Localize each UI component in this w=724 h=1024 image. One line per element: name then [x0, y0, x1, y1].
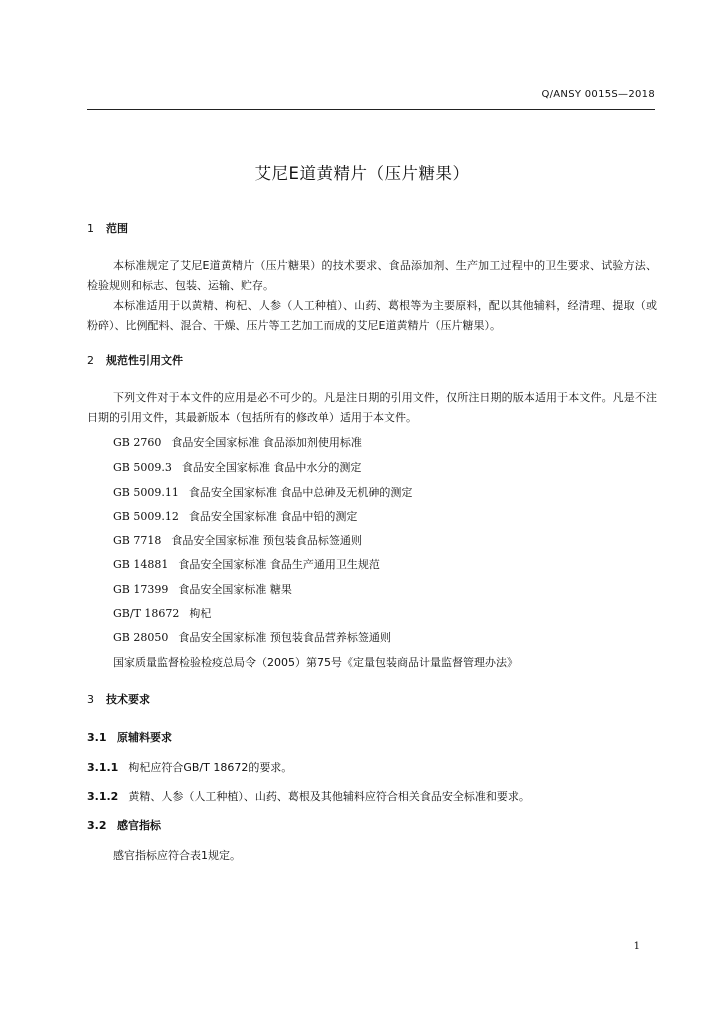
reference-title: 食品安全国家标准 预包装食品标签通则 — [171, 534, 362, 547]
reference-code: GB 17399 — [113, 583, 169, 596]
reference-item — [113, 434, 362, 450]
clause-number: 3.1.2 — [87, 790, 119, 803]
reference-title: 食品安全国家标准 食品中水分的测定 — [181, 461, 362, 474]
reference-item — [113, 556, 380, 572]
reference-item — [113, 484, 412, 500]
reference-title: 食品安全国家标准 食品中总砷及无机砷的测定 — [188, 486, 413, 499]
clause-number: 3.1.1 — [87, 761, 119, 774]
document-title: 艾尼E道黄精片（压片糖果） — [254, 164, 470, 183]
section-label: 范围 — [106, 222, 128, 235]
reference-title: 食品安全国家标准 食品中铅的测定 — [188, 510, 358, 523]
scope-paragraph-2: 本标准适用于以黄精、枸杞、人参（人工种植）、山药、葛根等为主要原料，配以其他辅料，经清理、提取（或粉碎）、比例配料、混合、干燥、压片等工艺加工而成的艾尼E道黄精片（压片糖果）。 — [87, 299, 657, 332]
reference-title: 枸杞 — [189, 607, 212, 620]
reference-decree: 国家质量监督检验检疫总局令（2005）第75号《定量包装商品计量监督管理办法》 — [113, 656, 518, 669]
reference-code: GB 5009.3 — [113, 461, 172, 474]
section-label: 规范性引用文件 — [106, 354, 183, 367]
subsection-label: 原辅料要求 — [117, 731, 172, 744]
section-number: 3 — [87, 693, 94, 706]
normative-intro: 下列文件对于本文件的应用是必不可少的。凡是注日期的引用文件，仅所注日期的版本适用于本文件。凡是不注日期的引用文件，其最新版本（包括所有的修改单）适用于本文件。 — [87, 391, 657, 424]
header-rule — [87, 109, 655, 110]
reference-item — [113, 629, 391, 645]
document-code: Q/ANSY 0015S—2018 — [541, 89, 655, 100]
reference-title: 食品安全国家标准 食品添加剂使用标准 — [171, 436, 362, 449]
reference-title: 食品安全国家标准 食品生产通用卫生规范 — [178, 558, 380, 571]
reference-item — [113, 459, 361, 475]
section-heading-technical — [87, 691, 150, 707]
reference-item — [113, 508, 357, 524]
clause-3-1-1 — [87, 759, 292, 775]
clause-3-1-2 — [87, 788, 530, 804]
clause-text: 黄精、人参（人工种植）、山药、葛根及其他辅料应符合相关食品安全标准和要求。 — [128, 790, 530, 803]
page-number: 1 — [633, 941, 640, 952]
subsection-label: 感官指标 — [117, 819, 161, 832]
section-heading-scope — [87, 220, 128, 236]
clause-text: 枸杞应符合GB/T 18672的要求。 — [128, 761, 293, 774]
sensory-requirement-text: 感官指标应符合表1规定。 — [113, 849, 241, 862]
reference-title: 食品安全国家标准 预包装食品营养标签通则 — [178, 631, 391, 644]
reference-item — [113, 581, 292, 597]
subsection-heading-sensory — [87, 817, 161, 833]
reference-item — [113, 532, 362, 548]
section-number: 2 — [87, 354, 94, 367]
subsection-heading-materials — [87, 729, 172, 745]
reference-code: GB 5009.11 — [113, 486, 179, 499]
section-number: 1 — [87, 222, 94, 235]
scope-paragraph-1: 本标准规定了艾尼E道黄精片（压片糖果）的技术要求、食品添加剂、生产加工过程中的卫生要求、试验方法、检验规则和标志、包装、运输、贮存。 — [87, 259, 657, 292]
section-heading-normative — [87, 352, 183, 368]
reference-code: GB 5009.12 — [113, 510, 179, 523]
reference-item — [113, 605, 211, 621]
subsection-number: 3.2 — [87, 819, 107, 832]
reference-title: 食品安全国家标准 糖果 — [178, 583, 292, 596]
reference-code: GB 2760 — [113, 436, 162, 449]
section-label: 技术要求 — [106, 693, 150, 706]
subsection-number: 3.1 — [87, 731, 107, 744]
reference-code: GB 7718 — [113, 534, 162, 547]
reference-code: GB 28050 — [113, 631, 169, 644]
reference-code: GB/T 18672 — [113, 607, 180, 620]
reference-code: GB 14881 — [113, 558, 169, 571]
